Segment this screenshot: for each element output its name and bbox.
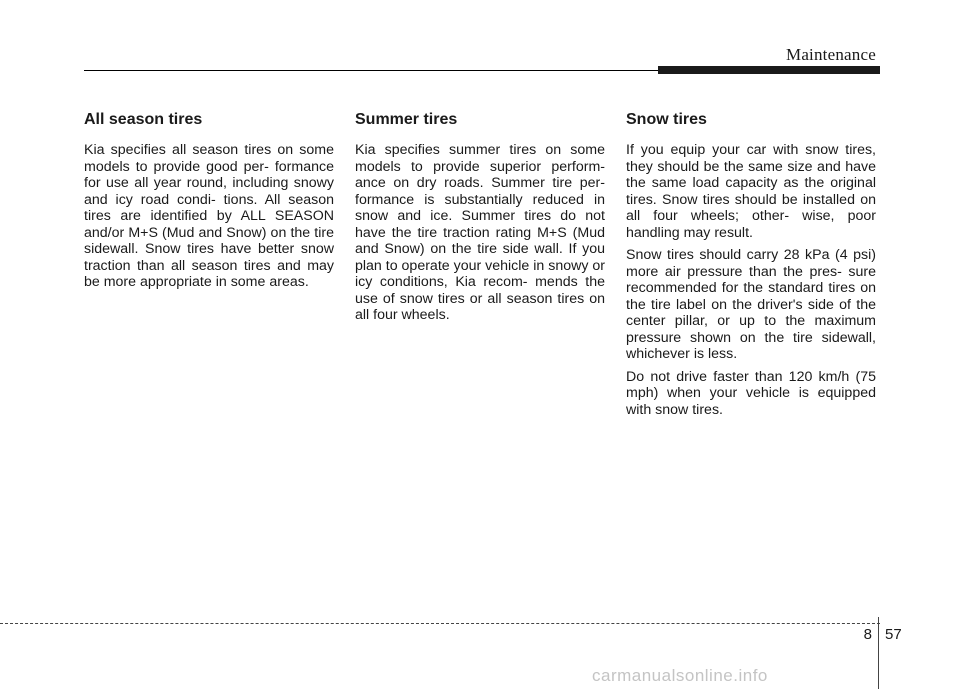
paragraph: Kia specifies all season tires on some models to provide good per- formance for use all year round, including snowy and icy road condi- tions. All season tires are identified by ALL SEASON and/or M+S (Mud and Snow) on the tire sidewall. Snow tires have better snow traction than all season tires and may be more appropriate in some areas.	[84, 142, 334, 290]
header-rule-accent	[658, 66, 880, 74]
paragraph: Kia specifies summer tires on some models to provide superior perform- ance on dry roads. Summer tire per- formance is substantially reduced in snow and ice. Summer tires do not have the tire traction rating M+S (Mud and Snow) on the tire side wall. If you plan to operate your vehicle in snowy or icy conditions, Kia recom- mends the use of snow tires or all season tires on all four wheels.	[355, 142, 605, 323]
heading-summer-tires: Summer tires	[355, 111, 458, 128]
page-number-divider	[878, 617, 879, 689]
heading-snow-tires: Snow tires	[626, 111, 707, 128]
footer-rule	[0, 623, 880, 624]
watermark: carmanualsonline.info	[592, 666, 768, 685]
column-snow-tires	[626, 110, 876, 424]
paragraph: Snow tires should carry 28 kPa (4 psi) more air pressure than the pres- sure recommended for the standard tires on the tire label on the driver's side of the center pillar, or up to the maximum pressure shown on the tire sidewall, whichever is less.	[626, 247, 876, 362]
header-rule	[84, 70, 664, 71]
page-number: 57	[885, 626, 902, 643]
section-title: Maintenance	[786, 45, 876, 64]
column-all-season-tires	[84, 110, 334, 297]
column-summer-tires	[355, 110, 605, 330]
paragraph: Do not drive faster than 120 km/h (75 mph) when your vehicle is equipped with snow tires.	[626, 368, 876, 418]
chapter-number: 8	[863, 626, 872, 643]
heading-all-season-tires: All season tires	[84, 111, 203, 128]
paragraph: If you equip your car with snow tires, they should be the same size and have the same load capacity as the original tires. Snow tires should be installed on all four wheels; other- wise, poor handling may result.	[626, 142, 876, 241]
